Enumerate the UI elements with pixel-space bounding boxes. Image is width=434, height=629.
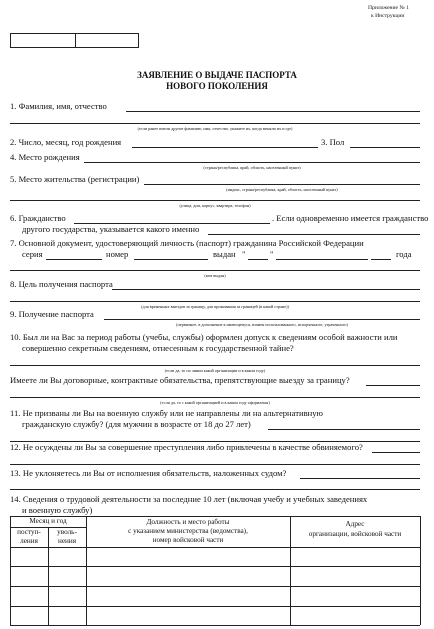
field-14-label: 14. Сведения о трудовой деятельности за последние 10 лет (включая учебу и учебных заведениях: [10, 494, 368, 504]
table-header-admission-2: ления: [20, 537, 38, 545]
table-bottom-border: [10, 625, 420, 626]
document-subtitle: НОВОГО ПОКОЛЕНИЯ: [166, 81, 268, 91]
table-header-address-1: Адрес: [345, 520, 365, 528]
field-7-series-line[interactable]: [46, 259, 102, 260]
field-6-other-state-label: другого государства, указывается какого именно: [22, 224, 200, 234]
field-7-month-line[interactable]: [276, 259, 368, 260]
appendix-sublabel: к Инструкции: [371, 13, 405, 19]
field-3-input-line[interactable]: [350, 147, 420, 148]
field-10-obligations-hint: (если да, то с какой организацией и в каком году оформлены): [160, 400, 270, 405]
table-header-position-3: номер войсковой части: [152, 536, 224, 544]
field-2-input-line[interactable]: [132, 147, 318, 148]
field-5-input-line[interactable]: [144, 184, 420, 185]
field-7-issued-label: выдан: [213, 249, 236, 259]
table-header-month-year: Месяц и год: [29, 517, 67, 525]
field-11-label: 11. Не призваны ли Вы на военную службу или не направлены ли на альтернативную: [10, 408, 323, 418]
field-13-input-line[interactable]: [300, 478, 420, 479]
field-5-label: 5. Место жительства (регистрации): [10, 174, 140, 184]
field-7-label: 7. Основной документ, удостоверяющий личность (паспорт) гражданина Российской Федерации: [10, 238, 364, 248]
field-10-obligations-line[interactable]: [366, 385, 420, 386]
field-7-hint: (кем выдан): [204, 273, 226, 278]
field-9-hint: (первичное, в дополнение к имеющемуся, взамен использованного, испорченного, утраченного): [176, 322, 348, 327]
registration-box-right[interactable]: [75, 33, 139, 48]
field-11-input-line[interactable]: [268, 429, 420, 430]
table-header-bottom: [10, 547, 420, 548]
field-7-number-label: номер: [106, 249, 129, 259]
field-10-hint: (если да, то по линии какой организации и в каком году): [164, 368, 266, 373]
field-7-quote-open: ": [242, 249, 246, 259]
field-7-series-label: серия: [22, 249, 43, 259]
field-6-dual-citizenship-label: . Если одновременно имеется гражданство: [272, 213, 429, 223]
field-6-label: 6. Гражданство: [10, 213, 66, 223]
table-header-address-2: организации, войсковой части: [308, 530, 402, 538]
field-7-number-line[interactable]: [134, 259, 208, 260]
field-12-input-line[interactable]: [372, 452, 420, 453]
document-title: ЗАЯВЛЕНИЕ О ВЫДАЧЕ ПАСПОРТА: [137, 70, 297, 80]
field-10-label-cont: совершенно секретным сведениям, отнесенным к государственной тайне?: [22, 343, 294, 353]
table-header-dismissal-2: нения: [57, 537, 77, 545]
table-header-dismissal-1: уволь-: [57, 528, 77, 536]
table-right-border: [420, 516, 421, 625]
field-7-year-label: года: [396, 249, 412, 259]
registration-box-left[interactable]: [10, 33, 76, 48]
field-10-input-line[interactable]: [10, 365, 420, 366]
table-header-position-2: с указанием министерства (ведомства),: [128, 527, 248, 535]
table-row-divider-1: [10, 566, 420, 567]
field-5-input-line-2[interactable]: [10, 200, 420, 201]
table-header-admission-1: поступ-: [17, 528, 41, 536]
field-9-input-line[interactable]: [104, 319, 420, 320]
field-7-year-line[interactable]: [371, 259, 391, 260]
appendix-label: Приложение № 1: [368, 5, 409, 11]
field-12-label: 12. Не осуждены ли Вы за совершение преступления либо привлечены в качестве обвиняемого?: [10, 442, 363, 452]
field-4-input-line[interactable]: [84, 162, 420, 163]
field-2-label: 2. Число, месяц, год рождения: [10, 137, 122, 147]
table-row-divider-3: [10, 606, 420, 607]
field-12-input-line-2[interactable]: [10, 464, 420, 465]
field-8-label: 8. Цель получения паспорта: [10, 279, 113, 289]
field-10-obligations-line-2[interactable]: [10, 397, 420, 398]
field-10-obligations-question: Имеете ли Вы договорные, контрактные обязательства, препятствующие выезду за границу?: [10, 375, 350, 385]
field-10-label: 10. Был ли на Вас за период работы (учебы, службы) оформлен допуск к сведениям особой важности или: [10, 332, 398, 342]
field-1-input-line[interactable]: [126, 111, 420, 112]
field-7-day-line[interactable]: [248, 259, 268, 260]
field-6-other-state-line[interactable]: [208, 234, 420, 235]
field-11-label-cont: гражданскую службу? (для мужчин в возрасте от 18 до 27 лет): [22, 419, 251, 429]
field-13-input-line-2[interactable]: [10, 489, 420, 490]
field-7-quote-close: ": [270, 249, 274, 259]
table-header-position-1: Должность и место работы: [146, 518, 230, 526]
field-3-label: 3. Пол: [321, 137, 345, 147]
field-8-input-line-2[interactable]: [10, 301, 420, 302]
field-1-input-line-2[interactable]: [10, 123, 420, 124]
field-1-label: 1. Фамилия, имя, отчество: [10, 101, 107, 111]
field-9-label: 9. Получение паспорта: [10, 309, 94, 319]
field-13-label: 13. Не уклоняетесь ли Вы от исполнения обязательств, наложенных судом?: [10, 468, 287, 478]
table-row-divider-2: [10, 586, 420, 587]
field-7-issuer-line[interactable]: [10, 270, 420, 271]
field-8-input-line[interactable]: [112, 289, 420, 290]
field-4-label: 4. Место рождения: [10, 152, 80, 162]
field-1-hint: (если ранее имели другие фамилию, имя, отчество, укажите их, когда меняли их и где): [137, 126, 293, 131]
field-4-hint: (страна/республика, край, область, населенный пункт): [203, 165, 301, 170]
field-5-hint-1: (индекс, страна/республика, край, область, населенный пункт): [226, 187, 338, 192]
field-14-label-cont: и военную службу): [22, 505, 93, 515]
field-5-hint-2: (улица, дом, корпус, квартира, телефон): [179, 203, 251, 208]
field-8-hint: (для временных выездов за границу, для проживания за границей (в какой стране)): [141, 304, 289, 309]
